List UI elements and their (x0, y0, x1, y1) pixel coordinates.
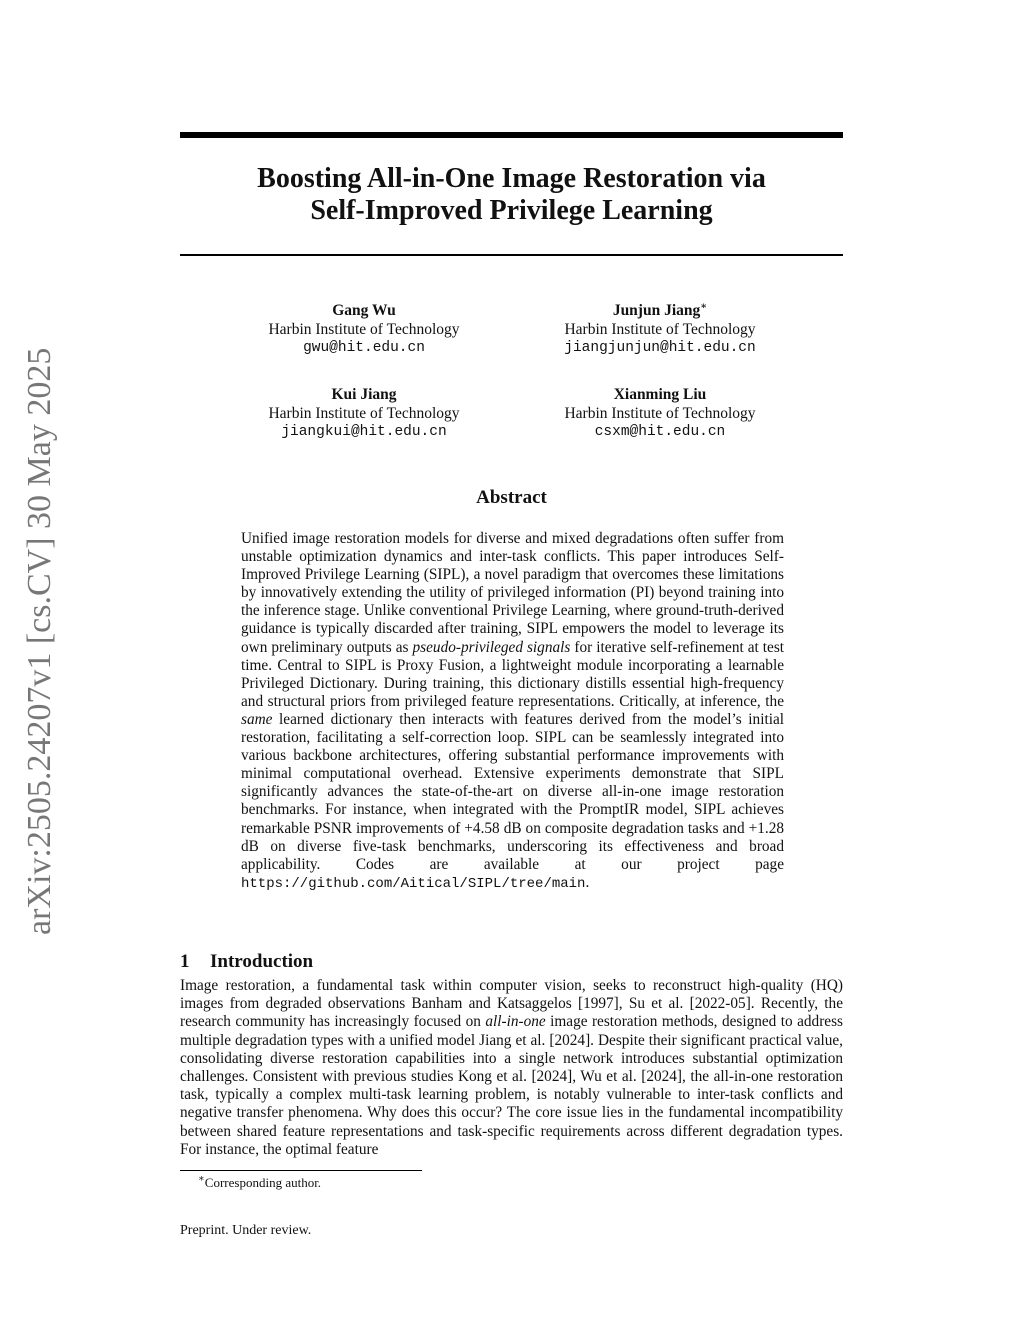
author-block (510, 301, 810, 358)
section-number: 1 (180, 951, 190, 972)
title-bottom-rule (180, 254, 843, 256)
author-name: Junjun Jiang∗ (612, 300, 708, 319)
arxiv-side-stamp: arXiv:2505.24207v1 [cs.CV] 30 May 2025 (21, 347, 58, 935)
paper-title (180, 163, 843, 227)
author-email[interactable]: csxm@hit.edu.cn (594, 424, 726, 440)
section-heading (180, 951, 313, 973)
author-block (214, 385, 514, 442)
title-line-1: Boosting All-in-One Image Restoration via (257, 163, 766, 194)
project-link[interactable]: https://github.com/Aitical/SIPL/tree/main (241, 875, 586, 892)
author-affiliation: Harbin Institute of Technology (564, 321, 756, 338)
author-affiliation: Harbin Institute of Technology (268, 321, 460, 338)
abstract-text: Unified image restoration models for diverse and mixed degradations often suffer from unstable optimization dynamics and inter-task conflicts. This paper introduces Self-Improved Privilege Learning (SIPL), a novel paradigm that overcomes these limitations by innovatively extending the utility of privileged information (PI) beyond training into the inference stage. Unlike conventional Privilege Learning, where ground-truth-derived guidance is typically discarded after training, SIPL empowers the model to leverage its own preliminary outputs as pseudo-privileged signals for iterative self-refinement at test time. Central to SIPL is Proxy Fusion, a lightweight module incorporating a learnable Privileged Dictionary. During training, this dictionary distills essential high-frequency and structural priors from privileged feature representations. Critically, at inference, the same learned dictionary then interacts with features derived from the model’s initial restoration, facilitating a self-correction loop. SIPL can be seamlessly integrated into various backbone architectures, offering substantial performance improvements with minimal computational overhead. Extensive experiments demonstrate that SIPL significantly advances the state-of-the-art on diverse all-in-one image restoration benchmarks. For instance, when integrated with the PromptIR model, SIPL achieves remarkable PSNR improvements of +4.58 dB on composite degradation tasks and +1.28 dB on diverse five-task benchmarks, underscoring its effectiveness and broad applicability. Codes are available at our project page https://github.com/Aitical/SIPL/tree/main. (241, 530, 785, 892)
author-name: Xianming Liu (613, 386, 707, 403)
author-email[interactable]: jiangjunjun@hit.edu.cn (564, 340, 756, 356)
author-block (214, 301, 514, 358)
author-email[interactable]: jiangkui@hit.edu.cn (281, 424, 447, 440)
abstract-heading: Abstract (476, 487, 547, 508)
author-email[interactable]: gwu@hit.edu.cn (303, 340, 425, 356)
introduction-text: Image restoration, a fundamental task within computer vision, seeks to reconstruct high-quality (HQ) images from degraded observations Banham and Katsaggelos [1997], Su et al. [2022-05]. Recently, the research community has increasingly focused on all-in-one image restoration methods, designed to address multiple degradation types with a unified model Jiang et al. [2024]. Despite their significant practical value, consolidating diverse restoration capabilities into a single network introduces substantial optimization challenges. Consistent with previous studies Kong et al. [2024], Wu et al. [2024], the all-in-one restoration task, typically a complex multi-task learning problem, is notably vulnerable to inter-task conflicts and negative transfer phenomena. Why does this occur? The core issue lies in the fundamental incompatibility between shared feature representations and task-specific requirements across different degradation types. For instance, the optimal feature (180, 977, 843, 1158)
footnote: ∗Corresponding author. (198, 1173, 322, 1190)
author-affiliation: Harbin Institute of Technology (564, 405, 756, 422)
author-affiliation: Harbin Institute of Technology (268, 405, 460, 422)
author-block (510, 385, 810, 442)
author-name: Kui Jiang (331, 386, 397, 403)
title-line-2: Self-Improved Privilege Learning (310, 195, 713, 226)
section-title: Introduction (210, 951, 314, 972)
footnote-rule (180, 1170, 422, 1171)
preprint-notice: Preprint. Under review. (180, 1223, 312, 1238)
top-rule (180, 132, 843, 138)
author-name: Gang Wu (332, 302, 396, 319)
